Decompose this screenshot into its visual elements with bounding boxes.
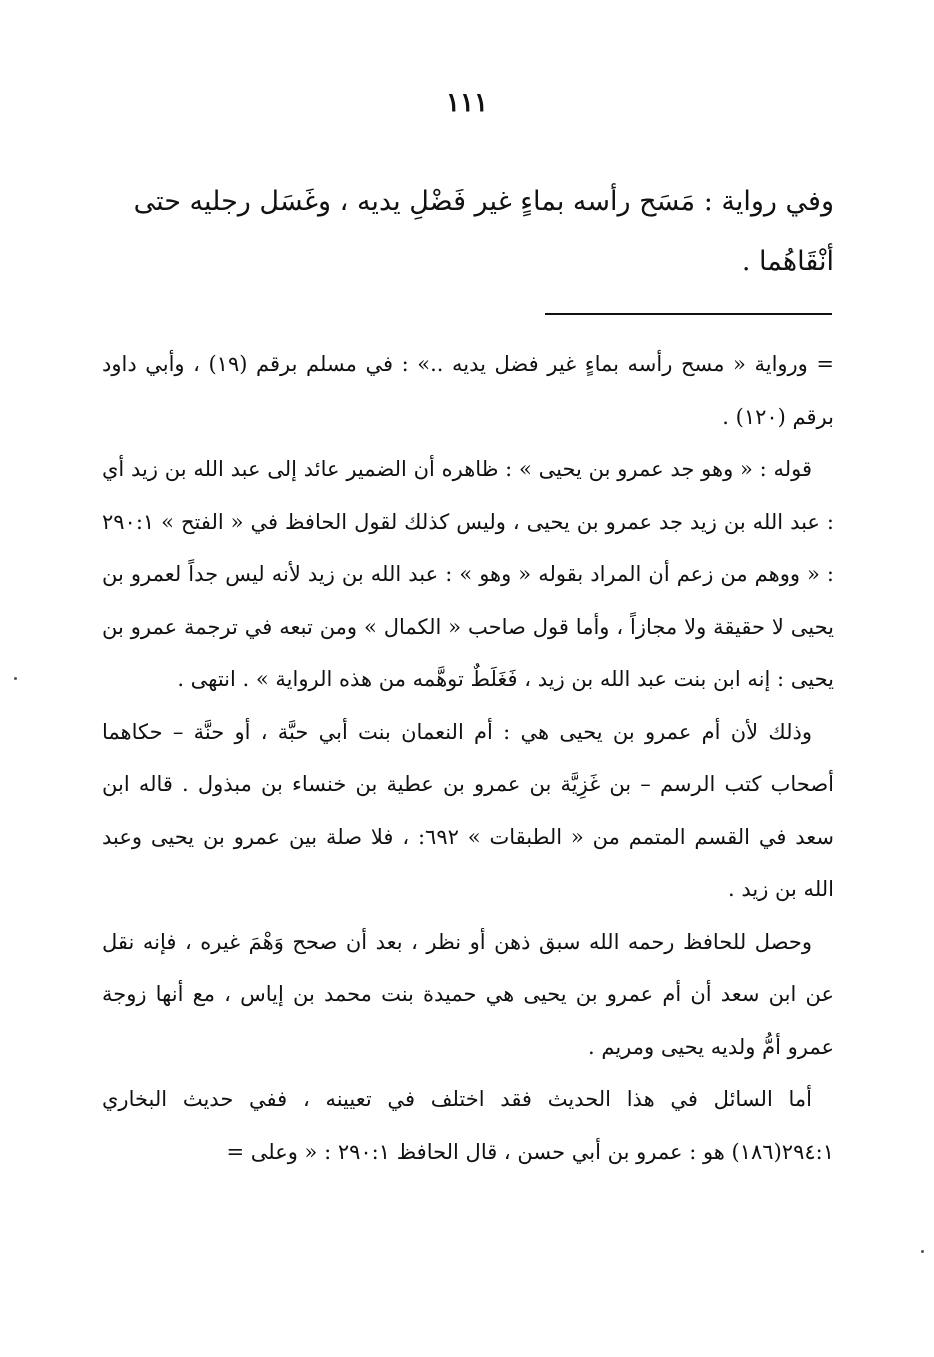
footnote-paragraph: أما السائل في هذا الحديث فقد اختلف في تعيينه ، ففي حديث البخاري ٢٩٤:١(١٨٦) هو : عمرو بن أبي حسن ، قال الحافظ ٢٩٠:١ : « وعلى = xyxy=(102,1087,834,1164)
main-text-line: وفي رواية : مَسَح رأسه بماءٍ غير فَضْلِ يديه ، وغَسَل رجليه حتى xyxy=(133,186,834,217)
footnote-paragraph: = ورواية « مسح رأسه بماءٍ غير فضل يديه ..» : في مسلم برقم (١٩) ، وأبي داود برقم (١٢٠) . xyxy=(102,352,834,429)
main-text-line: أنْقَاهُما . xyxy=(741,246,834,277)
footnote-paragraph: قوله : « وهو جد عمرو بن يحيى » : ظاهره أن الضمير عائد إلى عبد الله بن زيد أي : عبد الله بن زيد جد عمرو بن يحيى ، وليس كذلك لقول الحافظ في « الفتح » ٢٩٠:١ : « ووهم من زعم أن المراد بقوله « وهو » : عبد الله بن زيد لأنه ليس جداً لعمرو بن يحيى لا حقيقة ولا مجازاً ، وأما قول صاحب « الكمال » ومن تبعه في ترجمة عمرو بن يحيى : إنه ابن بنت عبد الله بن زيد ، فَغَلَطٌ توهَّمه من هذه الرواية » . انتهى . xyxy=(102,457,834,691)
scan-speck xyxy=(14,677,17,680)
footnote-paragraph: وحصل للحافظ رحمه الله سبق ذهن أو نظر ، بعد أن صحح وَهْمَ غيره ، فإنه نقل عن ابن سعد أن أم عمرو بن يحيى هي حميدة بنت محمد بن إياس ، مع أنها زوجة عمرو أمُّ ولديه يحيى ومريم . xyxy=(102,929,834,1059)
scan-speck xyxy=(921,1250,924,1253)
main-text xyxy=(94,172,834,292)
footnote-separator xyxy=(545,313,832,315)
page-number: ١١١ xyxy=(446,88,488,118)
footnote-paragraph: وذلك لأن أم عمرو بن يحيى هي : أم النعمان بنت أبي حبَّة ، أو حنَّة – حكاهما أصحاب كتب الرسم – بن غَزِيَّة بن عمرو بن عطية بن خنساء بن مبذول . قاله ابن سعد في القسم المتمم من « الطبقات » ٦٩٢: ، فلا صلة بين عمرو بن يحيى وعبد الله بن زيد . xyxy=(102,719,834,901)
footnotes xyxy=(102,338,834,1178)
